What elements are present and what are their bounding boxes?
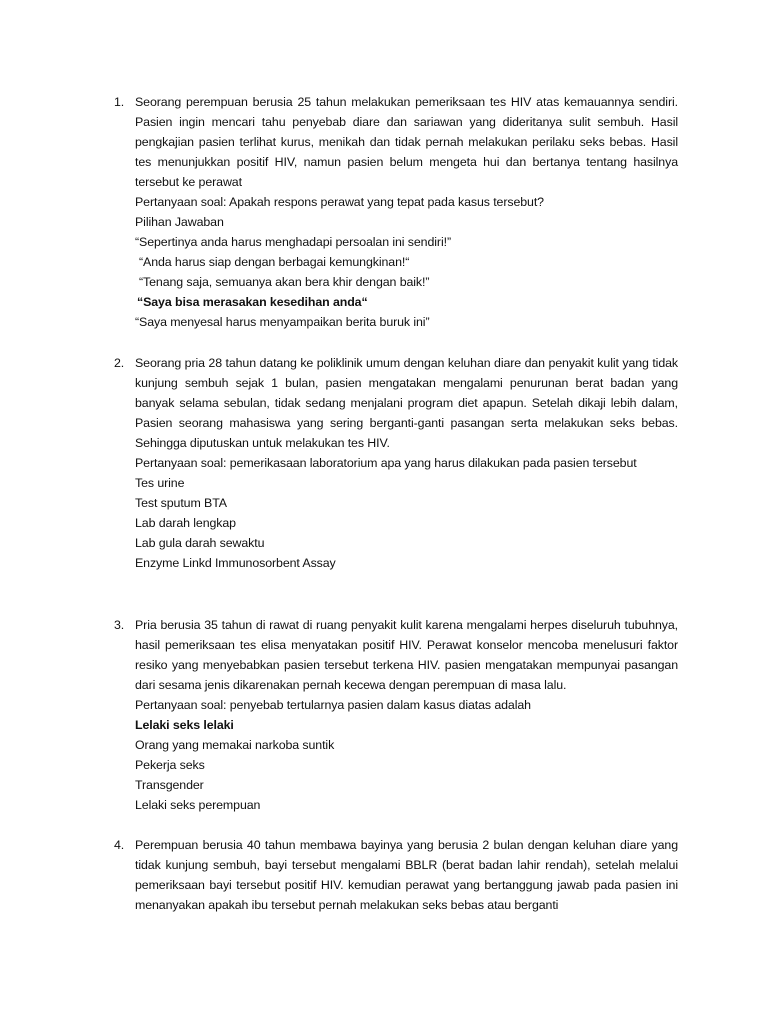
answer-option: Lelaki seks perempuan bbox=[135, 798, 261, 812]
question-number: 3. bbox=[114, 618, 125, 632]
question-prompt: Pertanyaan soal: Apakah respons perawat yang tepat pada kasus tersebut? bbox=[135, 195, 544, 209]
options-label: Pilihan Jawaban bbox=[135, 215, 224, 229]
question-body bbox=[135, 353, 678, 573]
answer-option: Transgender bbox=[135, 778, 204, 792]
answer-option: Tes urine bbox=[135, 476, 185, 490]
answer-options bbox=[135, 473, 678, 573]
question-body bbox=[135, 615, 678, 815]
answer-option: Lab darah lengkap bbox=[135, 516, 236, 530]
answer-option: “Tenang saja, semuanya akan bera khir dengan baik!” bbox=[139, 275, 430, 289]
answer-option: Lab gula darah sewaktu bbox=[135, 536, 265, 550]
question-text: Pria berusia 35 tahun di rawat di ruang penyakit kulit karena mengalami herpes diseluruh tubuhnya, hasil pemeriksaan tes elisa menyatakan positif HIV. Perawat konselor mencoba menelusuri faktor resiko yang menyebabkan pasien tersebut terkena HIV. pasien mengatakan mempunyai pasangan dari sesama jenis dikarenakan pernah kecewa dengan perempuan di masa lalu. bbox=[135, 618, 678, 692]
question-3 bbox=[114, 615, 678, 815]
answer-options bbox=[135, 715, 678, 815]
answer-option: Orang yang memakai narkoba suntik bbox=[135, 738, 335, 752]
question-prompt: Pertanyaan soal: pemerikasaan laboratorium apa yang harus dilakukan pada pasien tersebut bbox=[135, 456, 637, 470]
question-text: Seorang perempuan berusia 25 tahun melakukan pemeriksaan tes HIV atas kemauannya sendiri. Pasien ingin mencari tahu penyebab diare dan sariawan yang dideritanya sulit sembuh. Hasil pengkajian pasien terlihat kurus, menikah dan tidak pernah melakukan perilaku seks bebas. Hasil tes menunjukkan positif HIV, namun pasien belum mengeta hui dan bertanya tentang hasilnya tersebut ke perawat bbox=[135, 95, 678, 189]
question-prompt: Pertanyaan soal: penyebab tertularnya pasien dalam kasus diatas adalah bbox=[135, 698, 531, 712]
answer-option: “Anda harus siap dengan berbagai kemungkinan!“ bbox=[139, 255, 410, 269]
question-1 bbox=[114, 92, 678, 332]
question-text: Perempuan berusia 40 tahun membawa bayinya yang berusia 2 bulan dengan keluhan diare yang tidak kunjung sembuh, bayi tersebut mengalami BBLR (berat badan lahir rendah), setelah melalui pemeriksaan bayi tersebut positif HIV. kemudian perawat yang bertanggung jawab pada pasien ini menanyakan apakah ibu tersebut pernah melakukan seks bebas atau berganti bbox=[135, 838, 678, 912]
question-2 bbox=[114, 353, 678, 573]
answer-option: Enzyme Linkd Immunosorbent Assay bbox=[135, 556, 336, 570]
question-number: 4. bbox=[114, 838, 125, 852]
answer-option: Lelaki seks lelaki bbox=[135, 718, 234, 732]
answer-option: “Sepertinya anda harus menghadapi persoalan ini sendiri!” bbox=[135, 235, 451, 249]
answer-option: Pekerja seks bbox=[135, 758, 205, 772]
answer-option: “Saya bisa merasakan kesedihan anda“ bbox=[137, 295, 368, 309]
question-text: Seorang pria 28 tahun datang ke poliklinik umum dengan keluhan diare dan penyakit kulit yang tidak kunjung sembuh sejak 1 bulan, pasien mengatakan mengalami penurunan berat badan yang banyak selama sebulan, tidak sedang menjalani program diet apapun. Setelah dikaji lebih dalam, Pasien seorang mahasiswa yang sering berganti-ganti pasangan serta melakukan seks bebas. Sehingga diputuskan untuk melakukan tes HIV. bbox=[135, 356, 678, 450]
question-4 bbox=[114, 835, 678, 915]
answer-option: “Saya menyesal harus menyampaikan berita buruk ini” bbox=[135, 315, 430, 329]
question-number: 1. bbox=[114, 95, 125, 109]
question-body bbox=[135, 92, 678, 332]
question-body bbox=[135, 835, 678, 915]
question-number: 2. bbox=[114, 356, 125, 370]
answer-options bbox=[135, 232, 678, 332]
answer-option: Test sputum BTA bbox=[135, 496, 227, 510]
